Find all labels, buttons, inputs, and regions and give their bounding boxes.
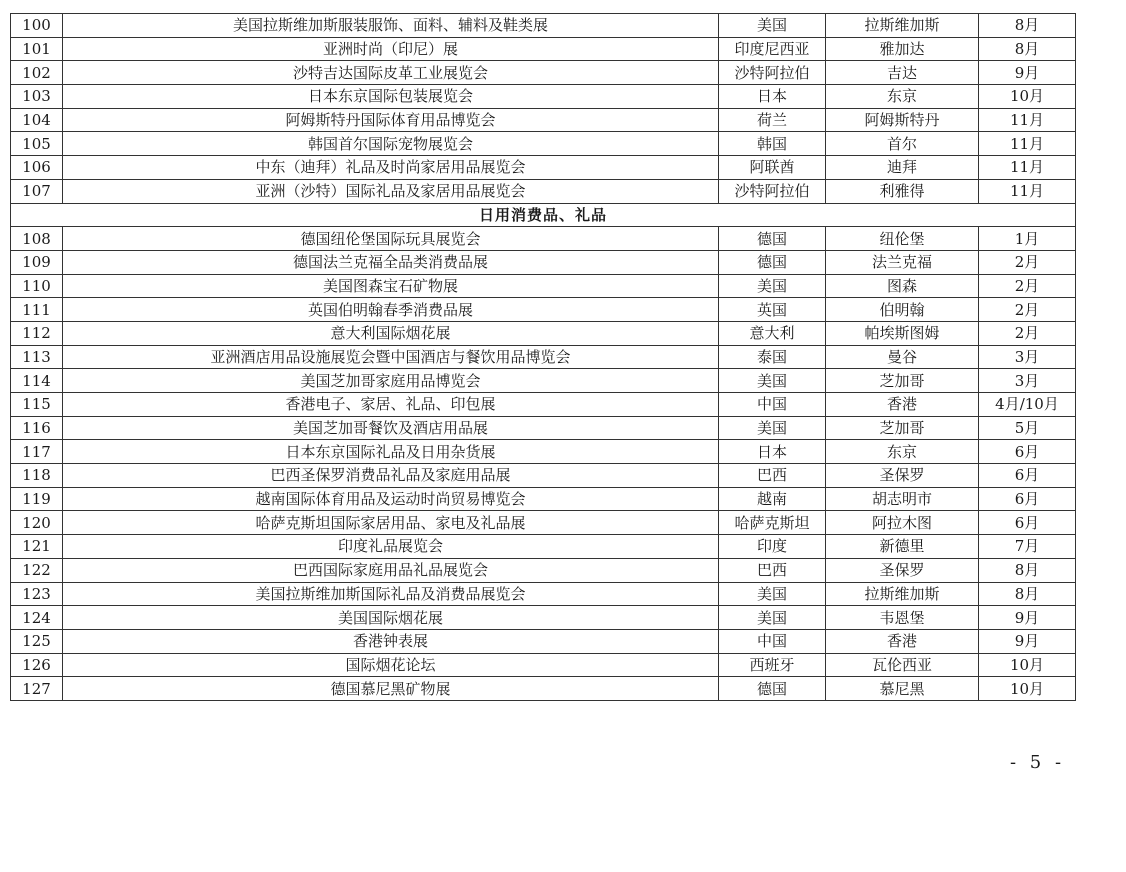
country-cell: 印度尼西亚 — [719, 37, 826, 61]
country-cell: 巴西 — [719, 558, 826, 582]
month-cell: 6月 — [979, 487, 1076, 511]
row-number: 124 — [11, 606, 63, 630]
city-cell: 阿姆斯特丹 — [826, 108, 979, 132]
row-number: 108 — [11, 227, 63, 251]
table-row — [11, 274, 1076, 298]
country-cell: 荷兰 — [719, 108, 826, 132]
row-number: 106 — [11, 156, 63, 180]
city-cell: 新德里 — [826, 535, 979, 559]
row-number: 125 — [11, 629, 63, 653]
country-cell: 中国 — [719, 393, 826, 417]
row-number: 115 — [11, 393, 63, 417]
country-cell: 美国 — [719, 369, 826, 393]
exhibition-name: 沙特吉达国际皮革工业展览会 — [63, 61, 719, 85]
month-cell: 11月 — [979, 132, 1076, 156]
city-cell: 图森 — [826, 274, 979, 298]
city-cell: 曼谷 — [826, 345, 979, 369]
exhibition-name: 日本东京国际礼品及日用杂货展 — [63, 440, 719, 464]
country-cell: 沙特阿拉伯 — [719, 61, 826, 85]
row-number: 109 — [11, 250, 63, 274]
table-row — [11, 606, 1076, 630]
exhibition-name: 越南国际体育用品及运动时尚贸易博览会 — [63, 487, 719, 511]
section-header-body — [11, 203, 1076, 227]
month-cell: 4月/10月 — [979, 393, 1076, 417]
table-row — [11, 132, 1076, 156]
exhibition-name: 国际烟花论坛 — [63, 653, 719, 677]
month-cell: 2月 — [979, 298, 1076, 322]
city-cell: 慕尼黑 — [826, 677, 979, 701]
table-row — [11, 61, 1076, 85]
exhibition-name: 巴西圣保罗消费品礼品及家庭用品展 — [63, 464, 719, 488]
exhibition-name: 亚洲时尚（印尼）展 — [63, 37, 719, 61]
row-number: 100 — [11, 14, 63, 38]
country-cell: 英国 — [719, 298, 826, 322]
city-cell: 东京 — [826, 85, 979, 109]
city-cell: 拉斯维加斯 — [826, 582, 979, 606]
city-cell: 胡志明市 — [826, 487, 979, 511]
city-cell: 雅加达 — [826, 37, 979, 61]
month-cell: 6月 — [979, 464, 1076, 488]
exhibition-name: 亚洲（沙特）国际礼品及家居用品展览会 — [63, 179, 719, 203]
month-cell: 2月 — [979, 321, 1076, 345]
table-row — [11, 345, 1076, 369]
country-cell: 美国 — [719, 582, 826, 606]
country-cell: 泰国 — [719, 345, 826, 369]
city-cell: 东京 — [826, 440, 979, 464]
table-row — [11, 464, 1076, 488]
exhibition-name: 美国图森宝石矿物展 — [63, 274, 719, 298]
row-number: 122 — [11, 558, 63, 582]
exhibition-name: 美国国际烟花展 — [63, 606, 719, 630]
table-row — [11, 298, 1076, 322]
table-row — [11, 179, 1076, 203]
country-cell: 德国 — [719, 250, 826, 274]
month-cell: 3月 — [979, 369, 1076, 393]
month-cell: 11月 — [979, 108, 1076, 132]
row-number: 118 — [11, 464, 63, 488]
table-row — [11, 558, 1076, 582]
country-cell: 日本 — [719, 85, 826, 109]
table-body-top — [11, 14, 1076, 204]
city-cell: 芝加哥 — [826, 369, 979, 393]
city-cell: 纽伦堡 — [826, 227, 979, 251]
city-cell: 圣保罗 — [826, 558, 979, 582]
row-number: 102 — [11, 61, 63, 85]
table-row — [11, 227, 1076, 251]
row-number: 119 — [11, 487, 63, 511]
month-cell: 11月 — [979, 179, 1076, 203]
row-number: 126 — [11, 653, 63, 677]
month-cell: 5月 — [979, 416, 1076, 440]
month-cell: 8月 — [979, 37, 1076, 61]
row-number: 121 — [11, 535, 63, 559]
row-number: 117 — [11, 440, 63, 464]
country-cell: 德国 — [719, 227, 826, 251]
month-cell: 9月 — [979, 629, 1076, 653]
table-row — [11, 85, 1076, 109]
month-cell: 2月 — [979, 274, 1076, 298]
exhibition-name: 美国拉斯维加斯国际礼品及消费品展览会 — [63, 582, 719, 606]
table-row — [11, 393, 1076, 417]
city-cell: 法兰克福 — [826, 250, 979, 274]
table-row — [11, 321, 1076, 345]
exhibition-name: 德国慕尼黑矿物展 — [63, 677, 719, 701]
table-row — [11, 677, 1076, 701]
exhibition-name: 英国伯明翰春季消费品展 — [63, 298, 719, 322]
city-cell: 圣保罗 — [826, 464, 979, 488]
city-cell: 利雅得 — [826, 179, 979, 203]
row-number: 103 — [11, 85, 63, 109]
country-cell: 韩国 — [719, 132, 826, 156]
exhibition-name: 印度礼品展览会 — [63, 535, 719, 559]
table-row — [11, 369, 1076, 393]
country-cell: 巴西 — [719, 464, 826, 488]
row-number: 107 — [11, 179, 63, 203]
city-cell: 韦恩堡 — [826, 606, 979, 630]
city-cell: 芝加哥 — [826, 416, 979, 440]
month-cell: 7月 — [979, 535, 1076, 559]
row-number: 114 — [11, 369, 63, 393]
row-number: 105 — [11, 132, 63, 156]
country-cell: 意大利 — [719, 321, 826, 345]
city-cell: 瓦伦西亚 — [826, 653, 979, 677]
exhibition-name: 日本东京国际包装展览会 — [63, 85, 719, 109]
row-number: 101 — [11, 37, 63, 61]
table-body-bottom — [11, 227, 1076, 701]
exhibition-name: 韩国首尔国际宠物展览会 — [63, 132, 719, 156]
exhibition-name: 阿姆斯特丹国际体育用品博览会 — [63, 108, 719, 132]
exhibition-name: 美国芝加哥餐饮及酒店用品展 — [63, 416, 719, 440]
row-number: 116 — [11, 416, 63, 440]
row-number: 104 — [11, 108, 63, 132]
country-cell: 越南 — [719, 487, 826, 511]
table-row — [11, 37, 1076, 61]
month-cell: 10月 — [979, 85, 1076, 109]
month-cell: 6月 — [979, 440, 1076, 464]
country-cell: 美国 — [719, 606, 826, 630]
table-row — [11, 250, 1076, 274]
country-cell: 西班牙 — [719, 653, 826, 677]
table-row — [11, 582, 1076, 606]
row-number: 123 — [11, 582, 63, 606]
exhibition-name: 德国纽伦堡国际玩具展览会 — [63, 227, 719, 251]
month-cell: 9月 — [979, 61, 1076, 85]
country-cell: 美国 — [719, 274, 826, 298]
row-number: 113 — [11, 345, 63, 369]
table-row — [11, 440, 1076, 464]
country-cell: 中国 — [719, 629, 826, 653]
month-cell: 9月 — [979, 606, 1076, 630]
country-cell: 沙特阿拉伯 — [719, 179, 826, 203]
city-cell: 香港 — [826, 629, 979, 653]
city-cell: 拉斯维加斯 — [826, 14, 979, 38]
page-number: - 5 - — [1010, 752, 1066, 773]
section-header-row — [11, 203, 1076, 227]
month-cell: 1月 — [979, 227, 1076, 251]
month-cell: 8月 — [979, 14, 1076, 38]
exhibition-name: 意大利国际烟花展 — [63, 321, 719, 345]
row-number: 120 — [11, 511, 63, 535]
row-number: 110 — [11, 274, 63, 298]
exhibition-name: 中东（迪拜）礼品及时尚家居用品展览会 — [63, 156, 719, 180]
exhibition-table — [10, 13, 1076, 701]
city-cell: 伯明翰 — [826, 298, 979, 322]
city-cell: 迪拜 — [826, 156, 979, 180]
month-cell: 6月 — [979, 511, 1076, 535]
section-title: 日用消费品、礼品 — [11, 203, 1076, 227]
table-row — [11, 108, 1076, 132]
exhibition-name: 香港电子、家居、礼品、印包展 — [63, 393, 719, 417]
table-row — [11, 416, 1076, 440]
month-cell: 10月 — [979, 653, 1076, 677]
row-number: 111 — [11, 298, 63, 322]
exhibition-name: 美国芝加哥家庭用品博览会 — [63, 369, 719, 393]
city-cell: 帕埃斯图姆 — [826, 321, 979, 345]
country-cell: 美国 — [719, 14, 826, 38]
table-row — [11, 653, 1076, 677]
city-cell: 香港 — [826, 393, 979, 417]
country-cell: 美国 — [719, 416, 826, 440]
table-row — [11, 156, 1076, 180]
city-cell: 首尔 — [826, 132, 979, 156]
exhibition-name: 哈萨克斯坦国际家居用品、家电及礼品展 — [63, 511, 719, 535]
table-row — [11, 511, 1076, 535]
exhibition-name: 香港钟表展 — [63, 629, 719, 653]
city-cell: 阿拉木图 — [826, 511, 979, 535]
country-cell: 德国 — [719, 677, 826, 701]
table-row — [11, 535, 1076, 559]
exhibition-name: 德国法兰克福全品类消费品展 — [63, 250, 719, 274]
month-cell: 10月 — [979, 677, 1076, 701]
month-cell: 8月 — [979, 582, 1076, 606]
country-cell: 阿联酋 — [719, 156, 826, 180]
exhibition-name: 亚洲酒店用品设施展览会暨中国酒店与餐饮用品博览会 — [63, 345, 719, 369]
row-number: 127 — [11, 677, 63, 701]
country-cell: 印度 — [719, 535, 826, 559]
country-cell: 日本 — [719, 440, 826, 464]
month-cell: 2月 — [979, 250, 1076, 274]
month-cell: 8月 — [979, 558, 1076, 582]
month-cell: 3月 — [979, 345, 1076, 369]
month-cell: 11月 — [979, 156, 1076, 180]
exhibition-name: 美国拉斯维加斯服装服饰、面料、辅料及鞋类展 — [63, 14, 719, 38]
row-number: 112 — [11, 321, 63, 345]
city-cell: 吉达 — [826, 61, 979, 85]
table-row — [11, 14, 1076, 38]
table-row — [11, 487, 1076, 511]
exhibition-name: 巴西国际家庭用品礼品展览会 — [63, 558, 719, 582]
table-row — [11, 629, 1076, 653]
country-cell: 哈萨克斯坦 — [719, 511, 826, 535]
